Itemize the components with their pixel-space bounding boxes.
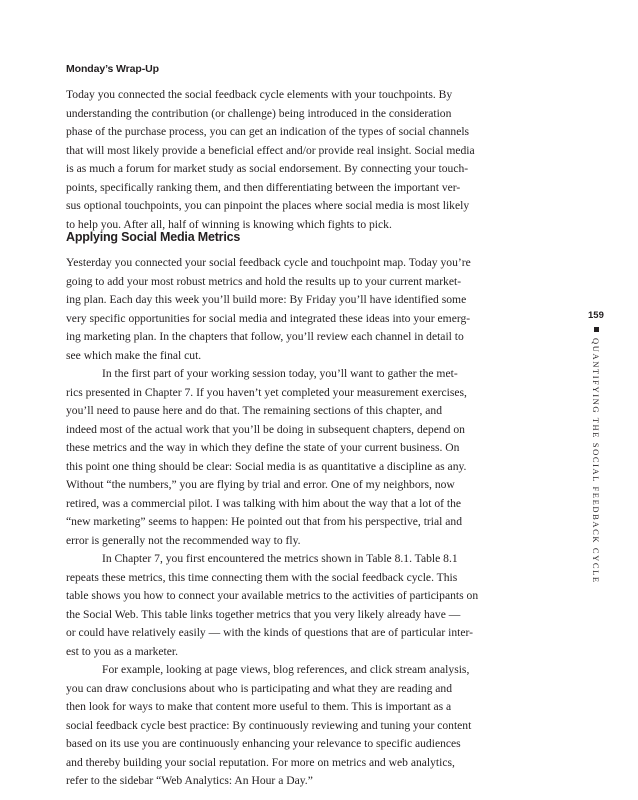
paragraph-line: ing plan. Each day this week you’ll build more: By Friday you’ll have identified some xyxy=(66,293,467,306)
running-chapter-title: QUANTIFYING THE SOCIAL FEEDBACK CYCLE xyxy=(591,338,601,584)
paragraph-line: phase of the purchase process, you can get an indication of the types of social channels xyxy=(66,125,470,138)
wrap-up-heading: Monday’s Wrap-Up xyxy=(66,63,159,75)
paragraph-line: points, specifically ranking them, and then differentiating between the important ver- xyxy=(66,180,461,194)
paragraph-line: Yesterday you connected your social feedback cycle and touchpoint map. Today you’re xyxy=(66,256,471,269)
paragraph-line: refer to the sidebar “Web Analytics: An Hour a Day.” xyxy=(66,774,313,787)
paragraph-line: Today you connected the social feedback cycle elements with your touchpoints. By xyxy=(66,88,453,101)
page-number: 159 xyxy=(588,310,604,321)
paragraph-line: the Social Web. This table links together metrics that you very likely already have — xyxy=(66,607,461,621)
section-heading: Applying Social Media Metrics xyxy=(66,230,241,244)
paragraph-line: est to you as a marketer. xyxy=(66,644,179,658)
paragraph-line: repeats these metrics, this time connecting them with the social feedback cycle. This xyxy=(66,570,458,584)
paragraph-line: understanding the contribution (or challenge) being introduced in the consideration xyxy=(66,106,452,120)
paragraph-line: and thereby building your social reputation. For more on metrics and web analytics, xyxy=(66,755,455,769)
paragraph-line: In Chapter 7, you first encountered the metrics shown in Table 8.1. Table 8.1 xyxy=(102,552,458,565)
paragraph-line: For example, looking at page views, blog references, and click stream analysis, xyxy=(102,663,470,676)
paragraph-line: retired, was a commercial pilot. I was talking with him about the way that a lot of the xyxy=(66,496,462,510)
paragraph-line: see which make the final cut. xyxy=(66,348,202,362)
paragraph-line: social feedback cycle best practice: By continuously reviewing and tuning your content xyxy=(66,718,472,732)
paragraph-line: or could have relatively easily — with the kinds of questions that are of particular inter- xyxy=(66,626,474,639)
square-bullet-icon xyxy=(594,327,599,332)
paragraph-line: then look for ways to make that content more useful to them. This is important as a xyxy=(66,700,452,713)
paragraph-line: you can draw conclusions about who is participating and what they are reading and xyxy=(66,681,453,695)
paragraph-line: ing marketing plan. In the chapters that follow, you’ll review each channel in detail to xyxy=(66,330,464,343)
paragraph-line: these metrics and the way in which they define the state of your current business. On xyxy=(66,441,460,454)
paragraph-line: going to add your most robust metrics and hold the results up to your current market- xyxy=(66,274,462,288)
paragraph-line: that will most likely provide a beneficial effect and/or provide real insight. Social media xyxy=(66,143,475,157)
wrap-up-paragraph xyxy=(66,86,518,234)
paragraph-line: is as much a forum for market study as social endorsement. By connecting your touch- xyxy=(66,162,469,175)
paragraph-line: indeed most of the actual work that you’ll be doing in subsequent chapters, depend on xyxy=(66,422,465,436)
paragraph-line: this point one thing should be clear: Social media is as quantitative a discipline as any. xyxy=(66,459,467,473)
paragraph-line: error is generally not the recommended way to fly. xyxy=(66,533,301,547)
paragraph-line: very specific opportunities for social media and integrated these ideas into your emerg- xyxy=(66,311,471,325)
paragraph-line: Without “the numbers,” you are flying by trial and error. One of my neighbors, now xyxy=(66,478,455,491)
paragraph-line: “new marketing” seems to happen: He pointed out that from his perspective, trial and xyxy=(66,515,462,528)
paragraph-line: you’ll need to pause here and do that. The remaining sections of this chapter, and xyxy=(66,404,443,417)
paragraph-line: table shows you how to connect your available metrics to the activities of participants on xyxy=(66,589,479,602)
section-body xyxy=(66,254,518,791)
paragraph-line: to help you. After all, half of winning is knowing which fights to pick. xyxy=(66,217,392,231)
paragraph-line: rics presented in Chapter 7. If you haven’t yet completed your measurement exercises, xyxy=(66,385,467,399)
paragraph-line: In the first part of your working session today, you’ll want to gather the met- xyxy=(102,367,458,380)
paragraph-line: sus optional touchpoints, you can pinpoint the places where social media is most likely xyxy=(66,199,470,212)
paragraph-line: based on its use you are continuously enhancing your relevance to specific audiences xyxy=(66,737,461,750)
